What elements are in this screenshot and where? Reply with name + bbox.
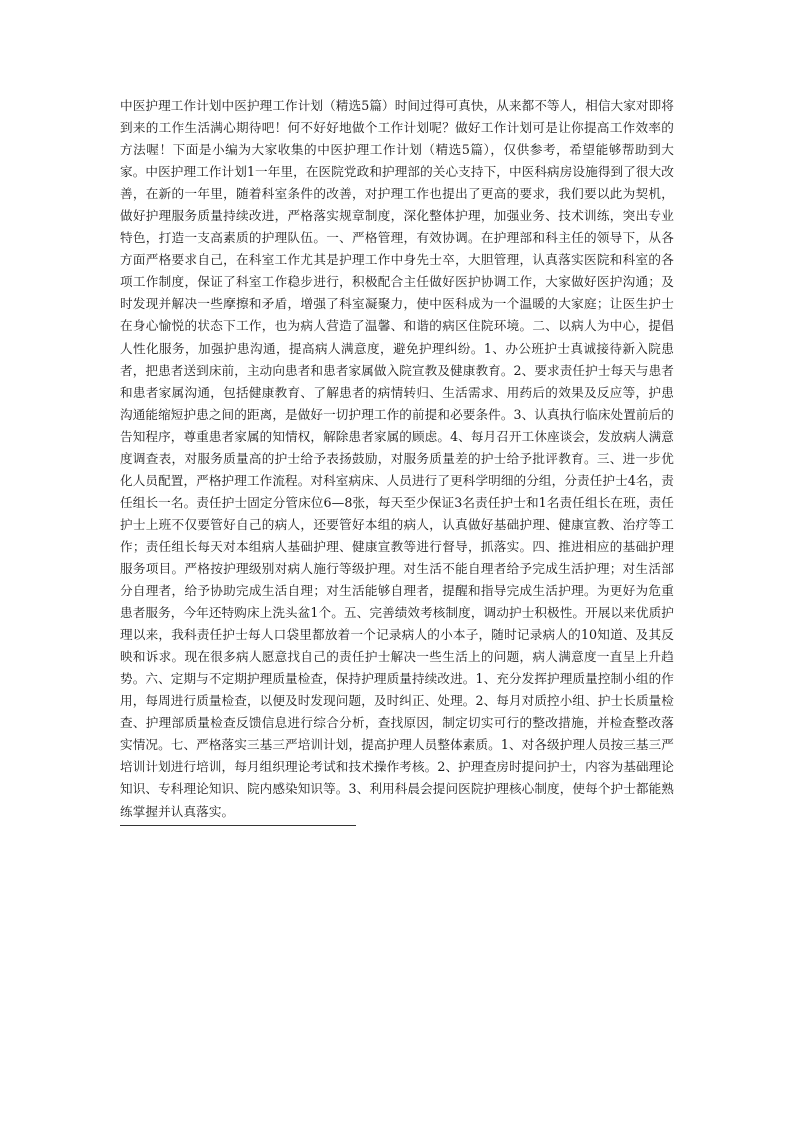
end-divider [120, 825, 356, 826]
document-content [120, 95, 674, 826]
body-paragraph: 中医护理工作计划中医护理工作计划（精选5篇）时间过得可真快，从来都不等人，相信大家对即将到来的工作生活满心期待吧！何不好好地做个工作计划呢？做好工作计划可是让你提高工作效率的方法喔！下面是小编为大家收集的中医护理工作计划（精选5篇），仅供参考，希望能够帮助到大家。中医护理工作计划1一年里，在医院党政和护理部的关心支持下，中医科病房设施得到了很大改善，在新的一年里，随着科室条件的改善，对护理工作也提出了更高的要求，我们要以此为契机，做好护理服务质量持续改进，严格落实规章制度，深化整体护理，加强业务、技术训练，突出专业特色，打造一支高素质的护理队伍。一、严格管理，有效协调。在护理部和科主任的领导下，从各方面严格要求自己，在科室工作尤其是护理工作中身先士卒，大胆管理，认真落实医院和科室的各项工作制度，保证了科室工作稳步进行，积极配合主任做好医护协调工作，大家做好医护沟通；及时发现并解决一些摩擦和矛盾，增强了科室凝聚力，使中医科成为一个温暖的大家庭；让医生护士在身心愉悦的状态下工作，也为病人营造了温馨、和谐的病区住院环境。二、以病人为中心，提倡人性化服务，加强护患沟通，提高病人满意度，避免护理纠纷。1、办公班护士真诚接待新入院患者，把患者送到床前，主动向患者和患者家属做入院宣教及健康教育。2、要求责任护士每天与患者和患者家属沟通，包括健康教育、了解患者的病情转归、生活需求、用药后的效果及反应等，护患沟通能缩短护患之间的距离，是做好一切护理工作的前提和必要条件。3、认真执行临床处置前后的告知程序，尊重患者家属的知情权，解除患者家属的顾虑。4、每月召开工休座谈会，发放病人满意度调查表，对服务质量高的护士给予表扬鼓励，对服务质量差的护士给予批评教育。三、进一步优化人员配置，严格护理工作流程。对科室病床、人员进行了更科学明细的分组，分责任护士4名，责任组长一名。责任护士固定分管床位6—8张，每天至少保证3名责任护士和1名责任组长在班，责任护士上班不仅要管好自己的病人，还要管好本组的病人，认真做好基础护理、健康宣教、治疗等工作；责任组长每天对本组病人基础护理、健康宣教等进行督导，抓落实。四、推进相应的基础护理服务项目。严格按护理级别对病人施行等级护理。对生活不能自理者给予完成生活护理；对生活部分自理者，给予协助完成生活自理；对生活能够自理者，提醒和指导完成生活护理。为更好为危重患者服务，今年还特购床上洗头盆1个。五、完善绩效考核制度，调动护士积极性。开展以来优质护理以来，我科责任护士每人口袋里都放着一个记录病人的小本子，随时记录病人的10知道、及其反映和诉求。现在很多病人愿意找自己的责任护士解决一些生活上的问题，病人满意度一直呈上升趋势。六、定期与不定期护理质量检查，保持护理质量持续改进。1、充分发挥护理质量控制小组的作用，每周进行质量检查，以便及时发现问题，及时纠正、处理。2、每月对质控小组、护士长质量检查、护理部质量检查反馈信息进行综合分析，查找原因，制定切实可行的整改措施，并检查整改落实情况。七、严格落实三基三严培训计划，提高护理人员整体素质。1、对各级护理人员按三基三严培训计划进行培训，每月组织理论考试和技术操作考核。2、护理查房时提问护士，内容为基础理论知识、专科理论知识、院内感染知识等。3、利用科晨会提问医院护理核心制度，使每个护士都能熟练掌握并认真落实。 [120, 98, 674, 819]
